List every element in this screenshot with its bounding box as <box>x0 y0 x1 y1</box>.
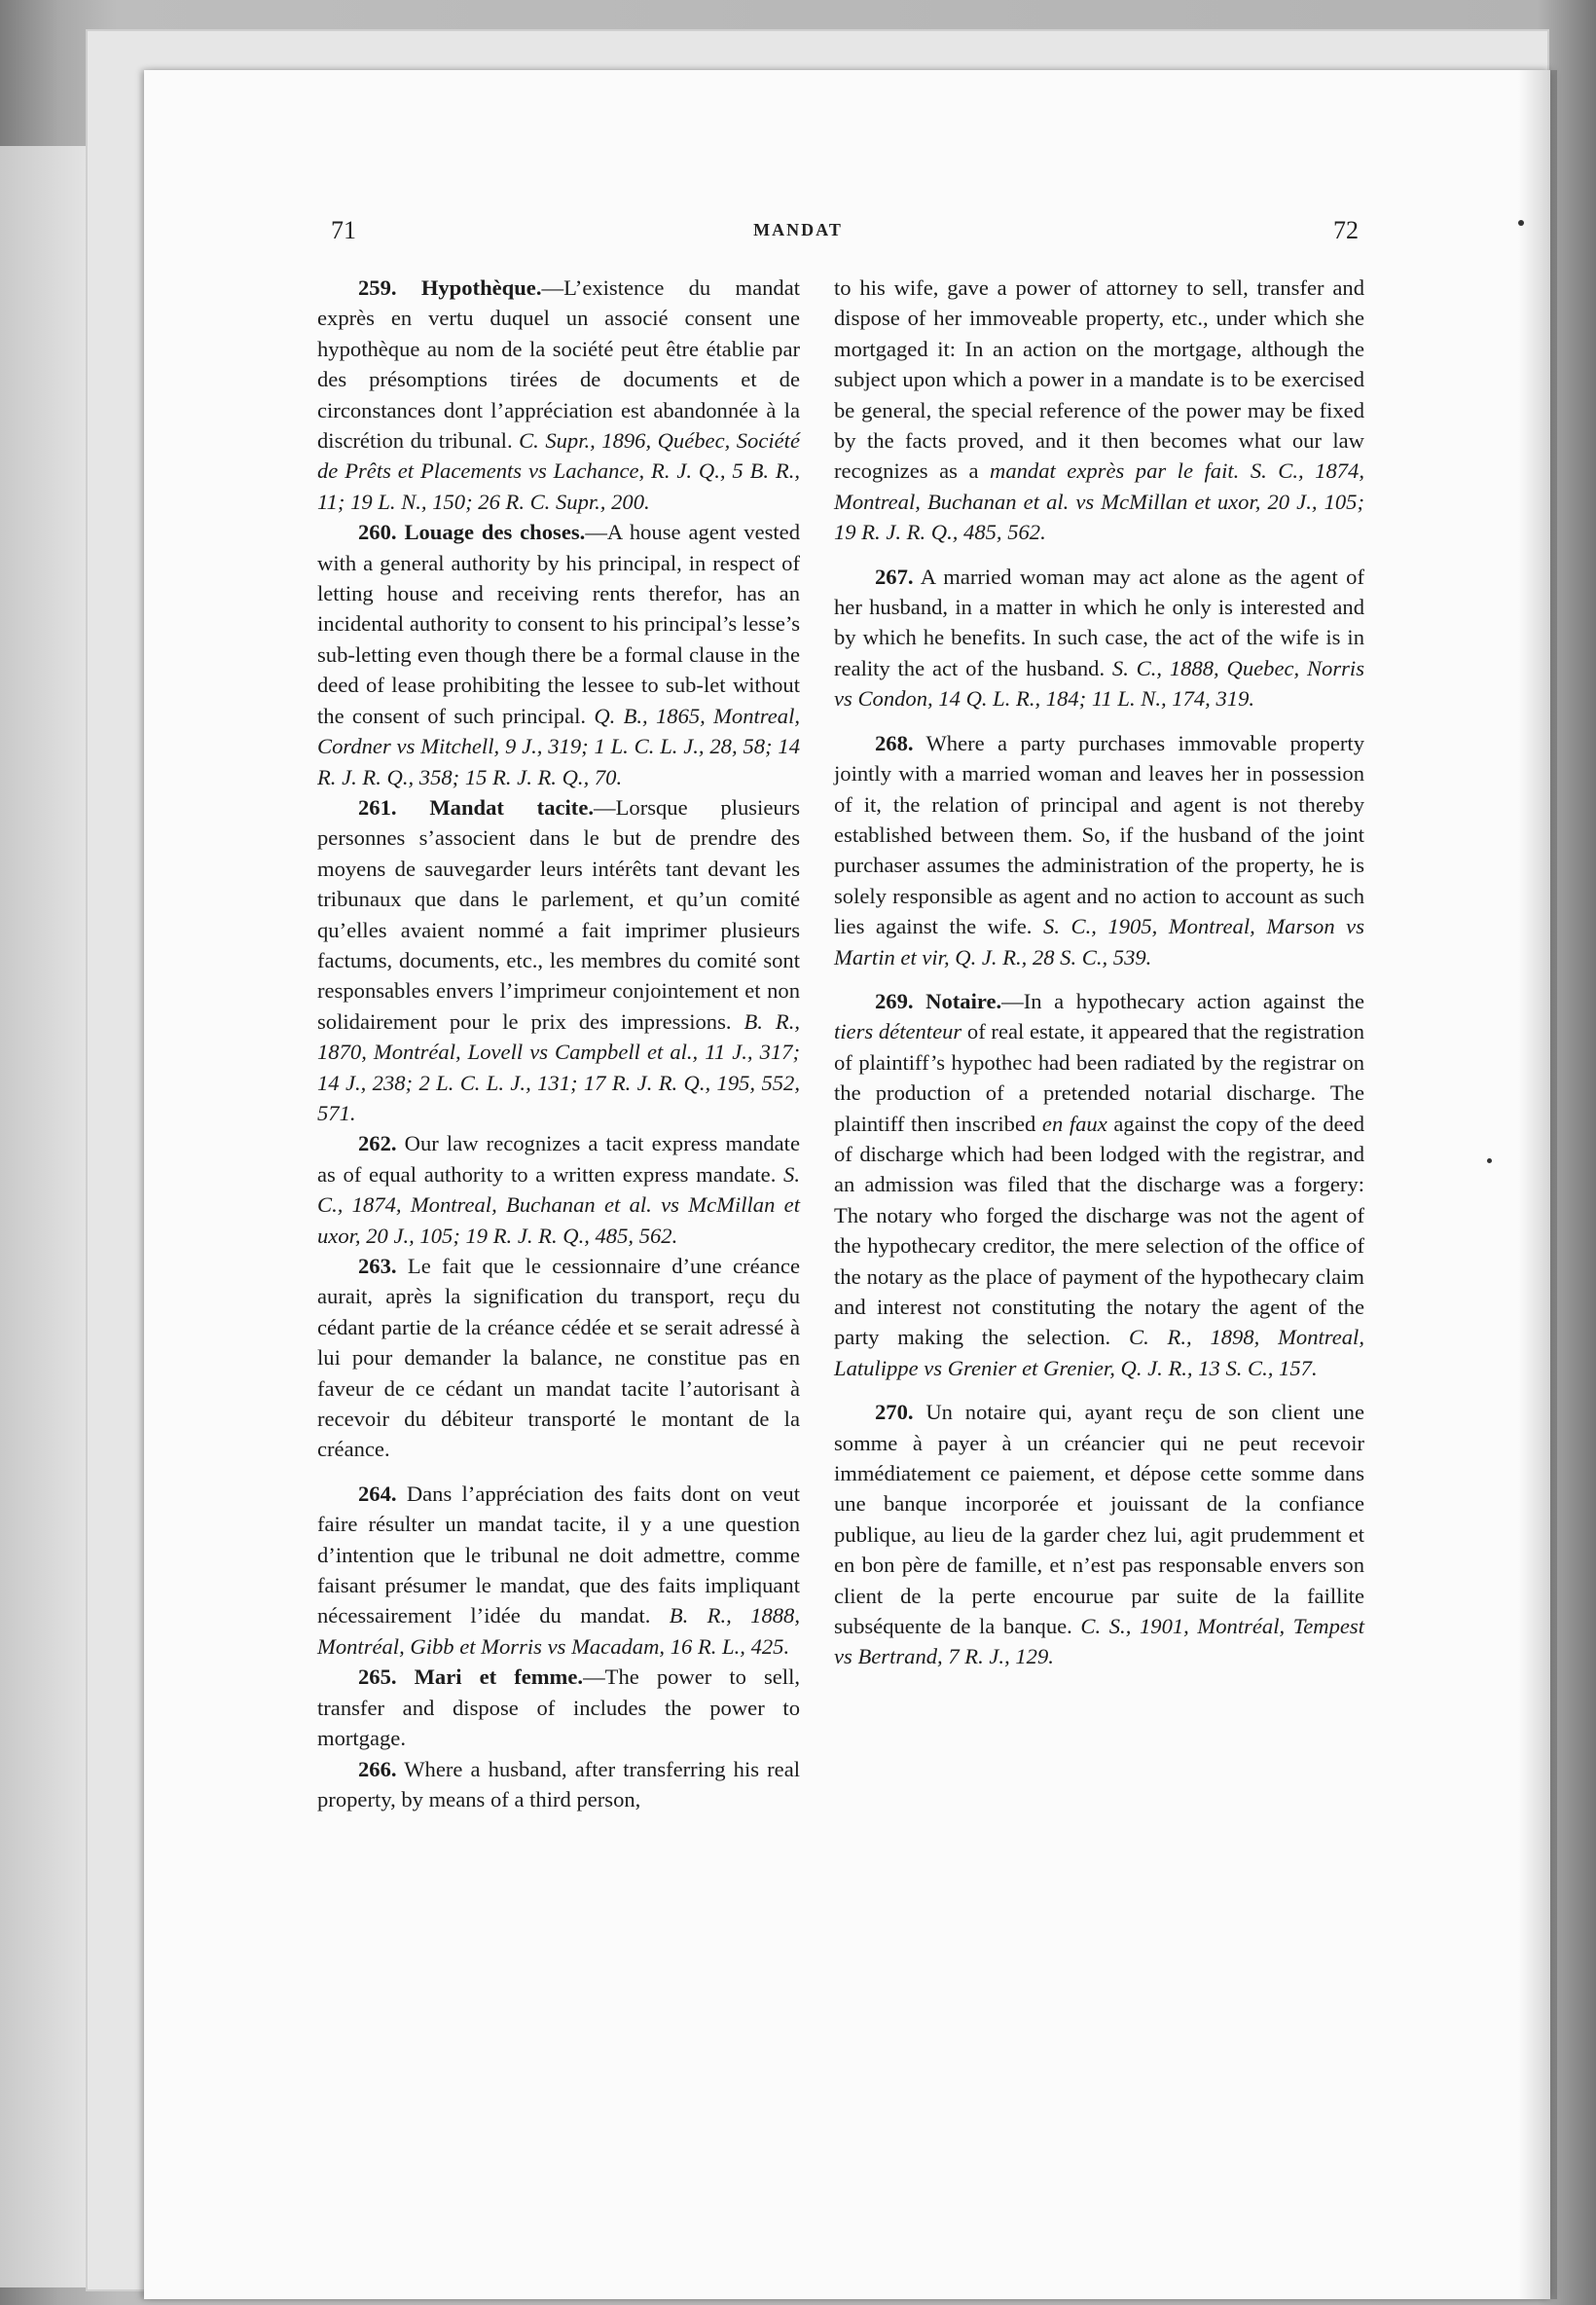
scan-speck <box>1487 1158 1492 1163</box>
article-citation: S. C., 1888, Quebec, Norris vs Condon, 14 Q. L. R., 184; 11 L. N., 174, 319. <box>834 655 1365 712</box>
article-number: 267. <box>875 564 914 589</box>
article-264 <box>317 1479 800 1662</box>
scan-speck <box>1518 220 1524 226</box>
article-267 <box>834 562 1364 714</box>
article-number: 270. <box>875 1400 914 1425</box>
article-number: 264. <box>358 1481 397 1506</box>
article-number: 269. <box>875 988 914 1013</box>
article-body: —In a hypothecary action against the <box>1001 988 1364 1013</box>
article-number: 259. <box>358 275 397 300</box>
article-259 <box>317 273 800 517</box>
article-number: 266. <box>358 1756 397 1781</box>
article-number: 260. <box>358 520 397 545</box>
article-body: —The power to sell, transfer and dispose of includes the power to mortgage. <box>317 1665 800 1751</box>
left-column <box>317 273 800 1814</box>
article-body: A married woman may act alone as the agent of her husband, in a matter in which he only is interested and by which he benefits. In such case, the act of the wife is in reality the act of the husband. <box>834 564 1364 680</box>
article-body: Le fait que le cessionnaire d’une créance aurait, après la signification du transport, reçu du cédant partie de la créance cédée et se serait adressé à lui pour demander la balance, ne constitue pas en faveur de ce cédant un mandat tacite l’autorisant à recevoir du débiteur transporté le montant de la créance. <box>317 1254 800 1462</box>
article-citation: C. Supr., 1896, Québec, Société de Prêts et Placements vs Lachance, R. J. Q., 5 B. R., 11; 19 L. N., 150; 26 R. C. Supr., 200. <box>317 428 800 514</box>
article-number: 265. <box>358 1665 397 1690</box>
article-citation: C. R., 1898, Montreal, Latulippe vs Grenier et Grenier, Q. J. R., 13 S. C., 157. <box>834 1325 1364 1380</box>
article-body: to his wife, gave a power of attorney to sell, transfer and dispose of her immoveable property, etc., under which she mortgaged it: In an action on the mortgage, although the subject upon which a power in a mandate is to be exercised be general, the special reference of the power may be fixed by the facts proved, and it then becomes what our law recognizes as a <box>834 275 1364 484</box>
right-column <box>834 273 1364 1672</box>
article-number: 261. <box>358 794 397 820</box>
article-heading: Notaire. <box>925 988 1002 1013</box>
article-269 <box>834 986 1364 1383</box>
article-heading: Mandat tacite. <box>429 794 594 820</box>
article-citation: S. C., 1874, Montreal, Buchanan et al. vs McMillan et uxor, 20 J., 105; 19 R. J. R. Q., 485, 562. <box>317 1161 800 1248</box>
article-body: —L’existence du mandat exprès en vertu duquel un associé consent une hypothèque au nom de la société peut être établie par des présomptions tirées de documents et de circonstances dont l’appréciation est abandonnée à la discrétion du tribunal. <box>317 275 800 454</box>
article-emphasis: mandat exprès par le fait. <box>990 458 1240 484</box>
article-268 <box>834 728 1364 972</box>
article-265 <box>317 1662 800 1753</box>
article-body: Our law recognizes a tacit express mandate as of equal authority to a written express mandate. <box>317 1131 800 1187</box>
article-heading: Louage des choses. <box>404 520 586 545</box>
article-body-3: against the copy of the deed of discharge which had been lodged with the registrar, and an admission was filed that the discharge was a forgery: The notary who forged the discharge was not the agent of the hypothecary creditor, the mere selection of the office of the notary as the place of payment of the hypothecary claim and interest not constituting the notary the agent of the party making the selection. <box>834 1111 1365 1350</box>
article-260 <box>317 517 800 792</box>
article-citation: B. R., 1888, Montréal, Gibb et Morris vs Macadam, 16 R. L., 425. <box>317 1603 800 1659</box>
page-number-left: 71 <box>331 216 356 244</box>
article-emphasis: tiers détenteur <box>834 1019 962 1044</box>
article-emphasis-2: en faux <box>1041 1111 1107 1136</box>
page-shadow <box>1518 70 1557 2299</box>
article-266-continued <box>834 273 1364 548</box>
article-body-2: of real estate, it appeared that the registration of plaintiff’s hypothec had been radiated by the registrar on the production of a pretended notarial discharge. The plaintiff then inscribed <box>834 1019 1365 1136</box>
article-270 <box>834 1397 1364 1672</box>
article-266 <box>317 1754 800 1815</box>
article-262 <box>317 1128 800 1251</box>
article-citation: Q. B., 1865, Montreal, Cordner vs Mitchell, 9 J., 319; 1 L. C. L. J., 28, 58; 14 R. J. R. Q., 358; 15 R. J. R. Q., 70. <box>317 703 801 789</box>
article-body: Where a husband, after transferring his real property, by means of a third person, <box>317 1756 800 1811</box>
page-number-right: 72 <box>1333 216 1359 244</box>
article-263 <box>317 1251 800 1465</box>
article-heading: Mari et femme. <box>414 1665 584 1690</box>
article-number: 263. <box>358 1254 397 1278</box>
article-261 <box>317 792 800 1128</box>
article-body: Where a party purchases immovable property jointly with a married woman and leaves her in possession of it, the relation of principal and agent is not thereby established between them. So, if the husband of the joint purchaser assumes the administration of the property, he is solely responsible as agent and no action to account as such lies against the wife. <box>834 730 1364 939</box>
running-head <box>0 216 1596 255</box>
article-number: 262. <box>358 1131 397 1156</box>
article-number: 268. <box>875 730 914 755</box>
article-body: —A house agent vested with a general authority by his principal, in respect of letting house and receiving rents therefor, has an incidental authority to consent to his principal’s lesse’s sub-letting even though there be a formal clause in the deed of lease prohibiting the lessee to sub-let without the consent of such principal. <box>317 520 800 728</box>
article-body: Dans l’appréciation des faits dont on veut faire résulter un mandat tacite, il y a une question d’intention que le tribunal ne doit admettre, comme faisant présumer le mandat, que des faits impliquant nécessairement l’idée du mandat. <box>317 1481 800 1628</box>
article-body: Un notaire qui, ayant reçu de son client une somme à payer à un créancier qui ne peut recevoir immédiatement ce paiement, et dépose cette somme dans une banque incorporée et jouissant de la confiance publique, au lieu de la garder chez lui, agit prudemment et en bon père de famille, et n’est pas responsable envers son client de la perte encourue par suite de la faillite subséquente de la banque. <box>834 1400 1364 1639</box>
article-body: —Lorsque plusieurs personnes s’associent dans le but de prendre des moyens de sauvegarder leurs intérêts tant devant les tribunaux que dans le parlement, et qu’un comité qu’elles avaient nommé a fait imprimer plusieurs factums, documents, etc., les membres du comité sont responsables envers l’imprimeur conjointement et non solidairement pour le prix des impressions. <box>317 794 800 1034</box>
article-citation: S. C., 1874, Montreal, Buchanan et al. vs McMillan et uxor, 20 J., 105; 19 R. J. R. Q., 485, 562. <box>834 458 1364 545</box>
article-citation: C. S., 1901, Montréal, Tempest vs Bertrand, 7 R. J., 129. <box>834 1614 1365 1669</box>
article-citation: B. R., 1870, Montréal, Lovell vs Campbell et al., 11 J., 317; 14 J., 238; 2 L. C. L. J., 131; 17 R. J. R. Q., 195, 552, 571. <box>317 1008 800 1125</box>
article-heading: Hypothèque. <box>420 275 542 300</box>
article-citation: S. C., 1905, Montreal, Marson vs Martin et vir, Q. J. R., 28 S. C., 539. <box>834 914 1365 970</box>
running-title: MANDAT <box>753 220 843 239</box>
